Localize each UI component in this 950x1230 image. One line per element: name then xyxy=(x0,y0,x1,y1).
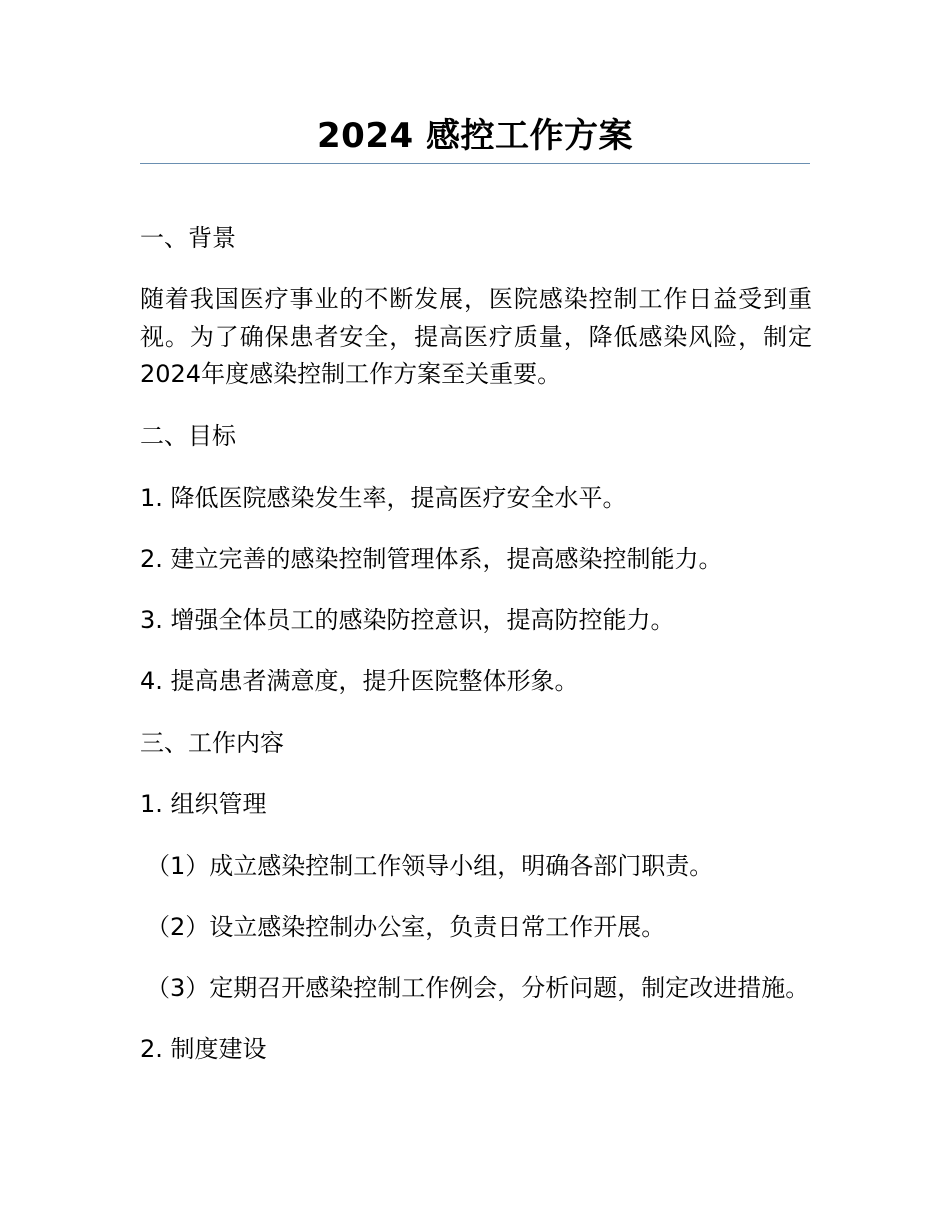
subsection-heading-system: 2. 制度建设 xyxy=(140,1035,267,1063)
goal-item: 1. 降低医院感染发生率，提高医疗安全水平。 xyxy=(140,484,627,512)
goal-item: 4. 提高患者满意度，提升医院整体形象。 xyxy=(140,667,579,695)
section-heading-goals: 二、目标 xyxy=(140,422,236,450)
org-item: （3）定期召开感染控制工作例会，分析问题，制定改进措施。 xyxy=(146,974,810,1002)
subsection-heading-org: 1. 组织管理 xyxy=(140,790,267,818)
goal-item: 3. 增强全体员工的感染防控意识，提高防控能力。 xyxy=(140,606,675,634)
title-underline xyxy=(140,163,810,164)
section-heading-work: 三、工作内容 xyxy=(140,729,284,757)
background-paragraph: 随着我国医疗事业的不断发展，医院感染控制工作日益受到重视。为了确保患者安全，提高医疗质量，降低感染风险，制定2024年度感染控制工作方案至关重要。 xyxy=(140,285,812,388)
org-item: （2）设立感染控制办公室，负责日常工作开展。 xyxy=(146,913,666,941)
document-title: 2024 感控工作方案 xyxy=(317,116,633,156)
org-item: （1）成立感染控制工作领导小组，明确各部门职责。 xyxy=(146,852,714,880)
section-heading-background: 一、背景 xyxy=(140,224,236,252)
goal-item: 2. 建立完善的感染控制管理体系，提高感染控制能力。 xyxy=(140,545,723,573)
